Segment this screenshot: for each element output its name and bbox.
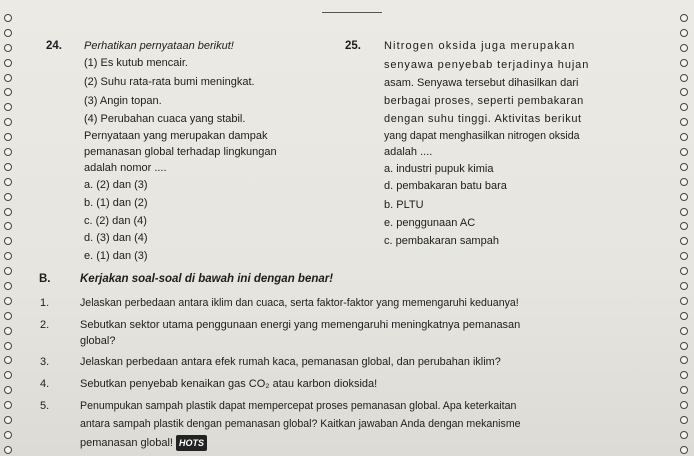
ring: [4, 237, 12, 245]
q24-option[interactable]: e. (1) dan (3): [84, 250, 148, 262]
q24-option[interactable]: d. (3) dan (4): [84, 232, 148, 244]
ring: [680, 74, 688, 82]
essay-number: 3.: [40, 356, 50, 368]
ring: [680, 312, 688, 320]
ring: [680, 416, 688, 424]
ring: [4, 297, 12, 305]
ring: [4, 163, 12, 171]
q24-statement: (4) Perubahan cuaca yang stabil.: [84, 113, 246, 125]
essay-question: Penumpukan sampah plastik dapat mempercepat proses pemanasan global. Apa keterkaitan: [80, 400, 517, 412]
ring: [680, 44, 688, 52]
ring: [4, 193, 12, 201]
ring: [4, 148, 12, 156]
ring: [680, 29, 688, 37]
essay-number: 4.: [40, 378, 50, 390]
q25-option[interactable]: e. penggunaan AC: [384, 217, 476, 229]
ring: [680, 297, 688, 305]
essay-number: 2.: [40, 319, 50, 331]
ring: [4, 14, 12, 22]
ring: [4, 401, 12, 409]
ring: [680, 327, 688, 335]
section-b-label: B.: [39, 273, 51, 285]
essay-number: 5.: [40, 400, 50, 412]
ring: [680, 431, 688, 439]
ring: [680, 103, 688, 111]
q25-option[interactable]: c. pembakaran sampah: [384, 235, 499, 247]
ring: [680, 282, 688, 290]
q25-stem-line: senyawa penyebab terjadinya hujan: [384, 59, 590, 71]
ring: [4, 178, 12, 186]
ring: [4, 312, 12, 320]
ring: [680, 446, 688, 454]
ring: [680, 252, 688, 260]
essay-question: global?: [80, 335, 116, 347]
ring: [680, 237, 688, 245]
essay-question: Jelaskan perbedaan antara iklim dan cuaca, serta faktor-faktor yang memengaruhi keduanya!: [80, 297, 519, 309]
essay-number: 1.: [40, 297, 50, 309]
ring: [680, 193, 688, 201]
ring: [4, 44, 12, 52]
ring: [680, 178, 688, 186]
ring: [4, 252, 12, 260]
ring: [680, 208, 688, 216]
ring: [4, 431, 12, 439]
ring: [4, 74, 12, 82]
q24-option[interactable]: b. (1) dan (2): [84, 197, 148, 209]
ring: [680, 14, 688, 22]
ring: [4, 327, 12, 335]
ring: [4, 386, 12, 394]
q25-stem-line: asam. Senyawa tersebut dihasilkan dari: [384, 77, 579, 89]
q24-statement: (3) Angin topan.: [84, 95, 162, 107]
q25-option[interactable]: a. industri pupuk kimia: [384, 163, 494, 175]
ring: [4, 371, 12, 379]
ring: [4, 103, 12, 111]
essay-question-last-line: [80, 435, 207, 451]
ring: [4, 59, 12, 67]
q24-option[interactable]: c. (2) dan (4): [84, 215, 147, 227]
ring: [680, 222, 688, 230]
ring: [4, 208, 12, 216]
spiral-binding-right: [678, 14, 690, 454]
ring: [4, 29, 12, 37]
ring: [4, 88, 12, 96]
ring: [680, 267, 688, 275]
essay-question: Jelaskan perbedaan antara efek rumah kaca, pemanasan global, dan perubahan iklim?: [80, 356, 501, 368]
ring: [680, 148, 688, 156]
ring: [680, 163, 688, 171]
essay-question: antara sampah plastik dengan pemanasan global? Kaitkan jawaban Anda dengan mekanisme: [80, 418, 521, 430]
q24-stem-line: pemanasan global terhadap lingkungan: [84, 146, 277, 158]
q24-statement: (2) Suhu rata-rata bumi meningkat.: [84, 76, 255, 88]
q25-number: 25.: [345, 40, 361, 52]
hots-badge: HOTS: [176, 435, 207, 451]
essay-question: Sebutkan penyebab kenaikan gas CO₂ atau karbon dioksida!: [80, 378, 378, 390]
ring: [4, 267, 12, 275]
ring: [4, 133, 12, 141]
q25-stem-line: berbagai proses, seperti pembakaran: [384, 95, 584, 107]
q24-stem-line: adalah nomor ....: [84, 162, 167, 174]
ring: [4, 446, 12, 454]
ring: [680, 118, 688, 126]
q25-stem-line: Nitrogen oksida juga merupakan: [384, 40, 576, 52]
ring: [680, 133, 688, 141]
top-decoration: [322, 0, 382, 13]
section-b-title: Kerjakan soal-soal di bawah ini dengan benar!: [80, 273, 334, 285]
q25-stem-line: dengan suhu tinggi. Aktivitas berikut: [384, 113, 582, 125]
ring: [680, 59, 688, 67]
q25-option[interactable]: d. pembakaran batu bara: [384, 180, 507, 192]
ring: [680, 371, 688, 379]
ring: [680, 401, 688, 409]
q25-stem-line: adalah ....: [384, 146, 433, 158]
essay-question: Sebutkan sektor utama penggunaan energi yang memengaruhi meningkatnya pemanasan: [80, 319, 521, 331]
q25-option[interactable]: b. PLTU: [384, 199, 424, 211]
ring: [4, 416, 12, 424]
q24-number: 24.: [46, 40, 62, 52]
q24-statement: (1) Es kutub mencair.: [84, 57, 188, 69]
ring: [680, 386, 688, 394]
essay-question: pemanasan global!: [80, 437, 173, 449]
ring: [4, 282, 12, 290]
ring: [4, 356, 12, 364]
q24-stem-line: Pernyataan yang merupakan dampak: [84, 130, 268, 142]
spiral-binding-left: [2, 14, 14, 454]
ring: [680, 356, 688, 364]
q25-stem-line: yang dapat menghasilkan nitrogen oksida: [384, 130, 580, 142]
ring: [680, 88, 688, 96]
ring: [4, 222, 12, 230]
ring: [680, 342, 688, 350]
q24-option[interactable]: a. (2) dan (3): [84, 179, 148, 191]
ring: [4, 342, 12, 350]
q24-prompt: Perhatikan pernyataan berikut!: [84, 40, 234, 52]
ring: [4, 118, 12, 126]
